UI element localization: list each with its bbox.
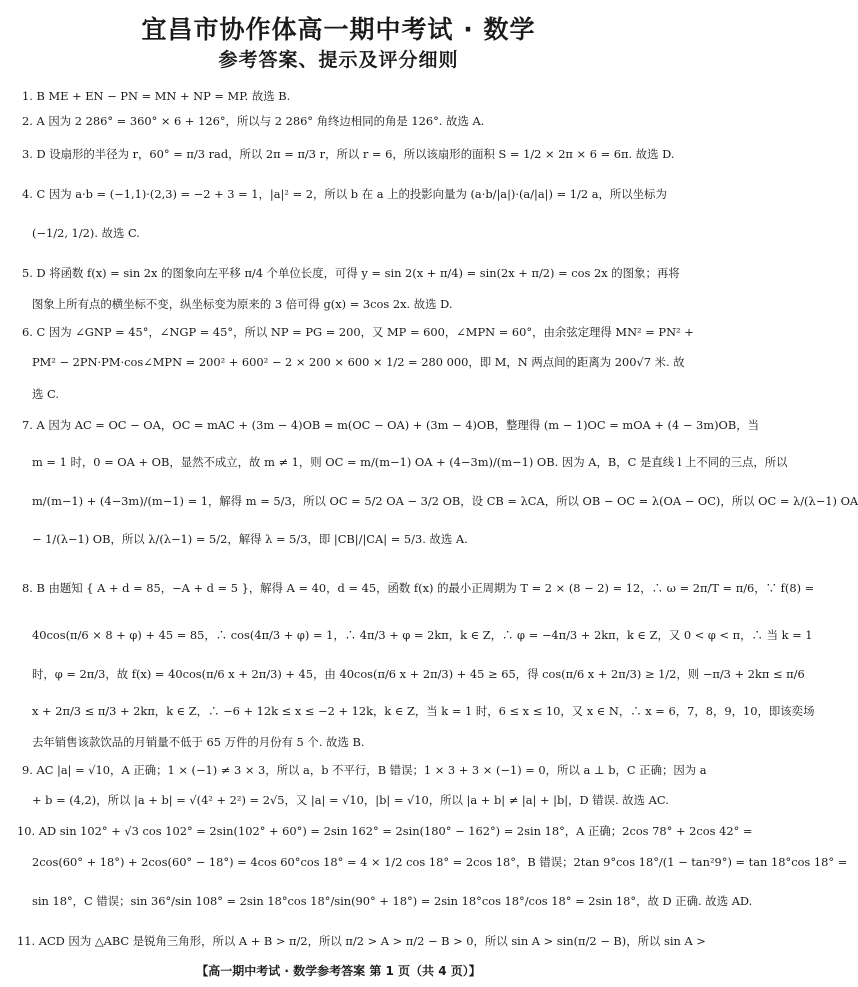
solution-line: 时，φ = 2π/3，故 f(x) = 40cos(π/6 x + 2π/3) + 45，由 40cos(π/6 x + 2π/3) + 45 ≥ 65，得 cos(π/6 x + 2π/3) ≥ 1/2，则 −π/3 + 2kπ ≤ π/6 [32, 667, 805, 681]
solution-line: − 1/(λ−1) OB，所以 λ/(λ−1) = 5/2，解得 λ = 5/3，即 |CB|/|CA| = 5/3. 故选 A. [32, 532, 468, 546]
solution-line: 图象上所有点的横坐标不变，纵坐标变为原来的 3 倍可得 g(x) = 3cos 2x. 故选 D. [32, 297, 453, 311]
solution-line: (−1/2, 1/2). 故选 C. [32, 226, 140, 240]
page-title: 宜昌市协作体高一期中考试 · 数学 [141, 15, 536, 44]
solution-line: 11. ACD 因为 △ABC 是锐角三角形，所以 A + B > π/2，所以 π/2 > A > π/2 − B > 0，所以 sin A > sin(π/2 − B)，所以 sin A > [17, 934, 706, 948]
solution-line: 去年销售该款饮品的月销量不低于 65 万件的月份有 5 个. 故选 B. [32, 735, 365, 749]
solution-line: + b = (4,2)，所以 |a + b| = √(4² + 2²) = 2√5，又 |a| = √10，|b| = √10，所以 |a + b| ≠ |a| + |b|，D 错误. 故选 AC. [32, 793, 669, 807]
solution-line: 10. AD sin 102° + √3 cos 102° = 2sin(102° + 60°) = 2sin 162° = 2sin(180° − 162°) = 2sin 18°，A 正确；2cos 78° + 2cos 42° = [17, 824, 753, 838]
solution-line: 8. B 由题知 { A + d = 85，−A + d = 5 }，解得 A = 40，d = 45，函数 f(x) 的最小正周期为 T = 2 × (8 − 2) = 12，∴ ω = 2π/T = π/6，∵ f(8) = [22, 581, 815, 595]
solution-line: 4. C 因为 a·b = (−1,1)·(2,3) = −2 + 3 = 1，|a|² = 2，所以 b 在 a 上的投影向量为 (a·b/|a|)·(a/|a|) = 1/2 a，所以坐标为 [22, 187, 667, 201]
solution-line: 2cos(60° + 18°) + 2cos(60° − 18°) = 4cos 60°cos 18° = 4 × 1/2 cos 18° = 2cos 18°，B 错误；2tan 9°cos 18°/(1 − tan²9°) = tan 18°cos 18° = [32, 855, 848, 869]
solution-line: x + 2π/3 ≤ π/3 + 2kπ，k ∈ Z，∴ −6 + 12k ≤ x ≤ −2 + 12k，k ∈ Z，当 k = 1 时，6 ≤ x ≤ 10，又 x ∈ N，∴ x = 6，7，8，9，10，即该奕场 [32, 704, 815, 718]
solution-line: PM² − 2PN·PM·cos∠MPN = 200² + 600² − 2 × 200 × 600 × 1/2 = 280 000，即 M，N 两点间的距离为 200√7 米. 故 [32, 355, 685, 369]
solution-line: 6. C 因为 ∠GNP = 45°，∠NGP = 45°，所以 NP = PG = 200，又 MP = 600，∠MPN = 60°，由余弦定理得 MN² = PN² + [22, 325, 694, 339]
page-subtitle: 参考答案、提示及评分细则 [218, 49, 459, 71]
solution-line: m/(m−1) + (4−3m)/(m−1) = 1，解得 m = 5/3，所以 OC = 5/2 OA − 3/2 OB，设 CB = λCA，所以 OB − OC = λ(OA − OC)，所以 OC = λ/(λ−1) OA [32, 494, 858, 508]
solution-line: 2. A 因为 2 286° = 360° × 6 + 126°，所以与 2 286° 角终边相同的角是 126°. 故选 A. [22, 114, 485, 128]
solution-line: 3. D 设扇形的半径为 r，60° = π/3 rad，所以 2π = π/3 r，所以 r = 6，所以该扇形的面积 S = 1/2 × 2π × 6 = 6π. 故选 D. [22, 147, 675, 161]
solution-line: 选 C. [32, 387, 59, 401]
solution-line: 7. A 因为 AC = OC − OA，OC = mAC + (3m − 4)OB = m(OC − OA) + (3m − 4)OB，整理得 (m − 1)OC = mOA + (4 − 3m)OB，当 [22, 418, 759, 432]
solution-line: m = 1 时，0 = OA + OB，显然不成立，故 m ≠ 1，则 OC = m/(m−1) OA + (4−3m)/(m−1) OB. 因为 A，B，C 是直线 l 上不同的三点，所以 [32, 455, 788, 469]
solution-line: 1. B ME + EN − PN = MN + NP = MP. 故选 B. [22, 89, 291, 103]
solution-line: 9. AC |a| = √10，A 正确；1 × (−1) ≠ 3 × 3，所以 a，b 不平行，B 错误；1 × 3 + 3 × (−1) = 0，所以 a ⊥ b，C 正确；因为 a [22, 763, 707, 777]
solution-line: 40cos(π/6 × 8 + φ) + 45 = 85，∴ cos(4π/3 + φ) = 1，∴ 4π/3 + φ = 2kπ，k ∈ Z，∴ φ = −4π/3 + 2kπ，k ∈ Z，又 0 < φ < π，∴ 当 k = 1 [32, 628, 813, 642]
page-footer: 【高一期中考试 · 数学参考答案 第 1 页（共 4 页）】 [196, 964, 481, 978]
solution-line: sin 18°，C 错误；sin 36°/sin 108° = 2sin 18°cos 18°/sin(90° + 18°) = 2sin 18°cos 18°/cos 18° = 2sin 18°，故 D 正确. 故选 AD. [32, 894, 753, 908]
solution-line: 5. D 将函数 f(x) = sin 2x 的图象向左平移 π/4 个单位长度，可得 y = sin 2(x + π/4) = sin(2x + π/2) = cos 2x 的图象；再将 [22, 266, 680, 280]
